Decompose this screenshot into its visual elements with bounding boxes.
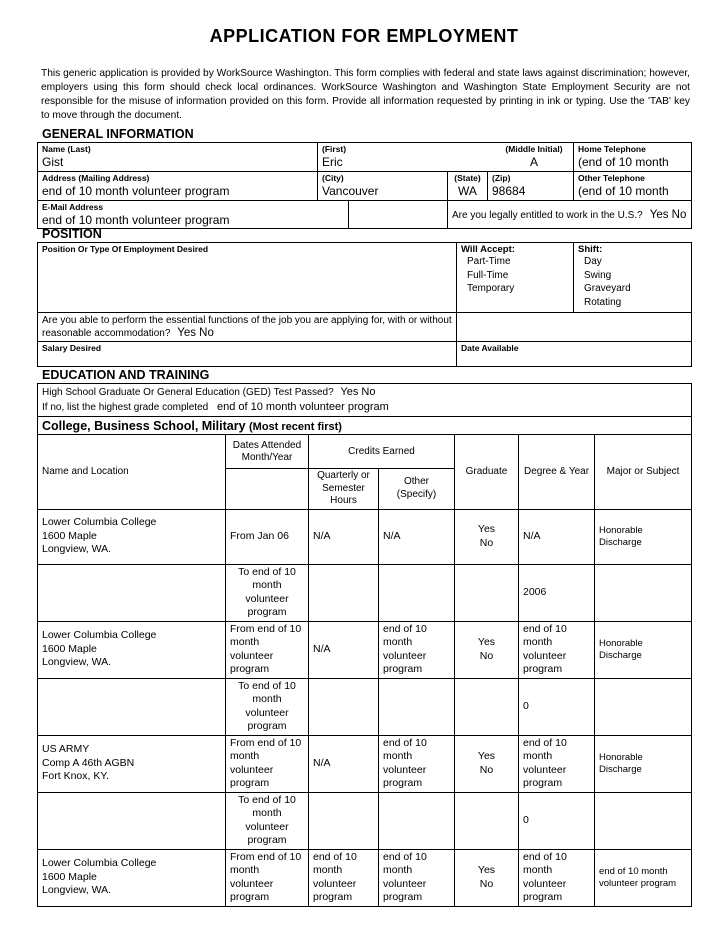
school-name-line: Longview, WA. xyxy=(42,884,112,897)
will-accept-option[interactable]: Full-Time xyxy=(467,269,509,281)
dates-to-cell[interactable]: To end of 10 month volunteer program xyxy=(226,792,309,849)
school-name-cell[interactable] xyxy=(38,849,226,906)
city-cell[interactable]: (City) Vancouver xyxy=(318,172,448,201)
school-name-blank[interactable] xyxy=(38,564,226,621)
graduate-option[interactable]: Yes xyxy=(477,636,496,648)
other-credits-cell[interactable]: end of 10 month volunteer program xyxy=(379,621,455,678)
other-blank[interactable] xyxy=(379,564,455,621)
name-first-field[interactable]: Eric xyxy=(322,155,343,169)
degree-cell[interactable]: end of 10 month volunteer program xyxy=(519,735,595,792)
school-name-cell[interactable] xyxy=(38,735,226,792)
degree-cell[interactable]: end of 10 month volunteer program xyxy=(519,621,595,678)
ged-question: High School Graduate Or General Education (GED) Test Passed? xyxy=(42,387,334,398)
email-divider xyxy=(348,201,349,228)
general-information-table xyxy=(37,142,692,229)
graduate-cell[interactable] xyxy=(455,735,519,792)
degree-year-cell[interactable]: 0 xyxy=(519,678,595,735)
major-cell[interactable]: Honorable Discharge xyxy=(595,509,692,564)
quarterly-hours-cell[interactable]: N/A xyxy=(309,509,379,564)
school-name-line: Longview, WA. xyxy=(42,656,112,669)
will-accept-options xyxy=(461,255,569,296)
position-table xyxy=(37,242,692,367)
other-telephone-cell[interactable]: Other Telephone (end of 10 month xyxy=(574,172,692,201)
dates-to-cell[interactable]: To end of 10 month volunteer program xyxy=(226,678,309,735)
ged-answer[interactable]: Yes No xyxy=(340,386,376,398)
major-blank[interactable] xyxy=(595,678,692,735)
col-major-header: Major or Subject xyxy=(595,435,692,510)
shift-options xyxy=(578,255,687,309)
zip-cell[interactable]: (Zip) 98684 xyxy=(488,172,574,201)
essential-functions-answer[interactable]: Yes No xyxy=(177,327,214,339)
school-name-line: 1600 Maple xyxy=(42,870,97,883)
graduate-option[interactable]: Yes xyxy=(477,750,496,762)
graduate-blank[interactable] xyxy=(455,564,519,621)
city-field[interactable]: Vancouver xyxy=(322,184,379,198)
shift-option[interactable]: Rotating xyxy=(584,296,622,308)
email-field[interactable]: end of 10 month volunteer program xyxy=(42,213,230,227)
school-name-line: Comp A 46th AGBN xyxy=(42,756,135,769)
dates-sub-blank xyxy=(226,469,309,510)
major-cell[interactable]: end of 10 month volunteer program xyxy=(595,849,692,906)
quarterly-blank[interactable] xyxy=(309,564,379,621)
college-heading-cell xyxy=(38,417,692,435)
school-name-line: 1600 Maple xyxy=(42,642,97,655)
graduate-cell[interactable] xyxy=(455,849,519,906)
grade-question: If no, list the highest grade completed xyxy=(42,402,209,413)
degree-year-cell[interactable]: 2006 xyxy=(519,564,595,621)
quarterly-hours-cell[interactable]: end of 10 month volunteer program xyxy=(309,849,379,906)
essential-functions-cell xyxy=(38,313,457,342)
dates-to-cell[interactable]: To end of 10 month volunteer program xyxy=(226,564,309,621)
graduate-option[interactable]: Yes xyxy=(477,523,496,535)
education-heading: EDUCATION AND TRAINING xyxy=(42,368,210,382)
dates-from-cell[interactable]: From end of 10 month volunteer program xyxy=(226,621,309,678)
grade-answer[interactable]: end of 10 month volunteer program xyxy=(217,401,389,413)
dates-from-cell[interactable]: From end of 10 month volunteer program xyxy=(226,735,309,792)
name-first-cell[interactable]: (First) Eric (Middle Initial) A xyxy=(318,143,574,172)
major-blank[interactable] xyxy=(595,564,692,621)
state-cell[interactable]: (State) WA xyxy=(448,172,488,201)
will-accept-cell: Will Accept: Part-Time Full-Time Temporary xyxy=(457,243,574,313)
other-credits-cell[interactable]: N/A xyxy=(379,509,455,564)
education-entry-row xyxy=(38,735,692,792)
position-heading: POSITION xyxy=(42,227,102,241)
intro-paragraph: This generic application is provided by WorkSource Washington. This form complies with federal and state laws against discrimination; however, employers using this form should check local ordinances. WorkSource Washington and Washington State Employment Security are not responsible for the misuse of information provided on this form. Provide all information requested by printing in ink or typing. Use the 'TAB' key to move through the document. xyxy=(41,68,690,121)
other-blank[interactable] xyxy=(379,678,455,735)
quarterly-blank[interactable] xyxy=(309,678,379,735)
name-last-cell[interactable]: Name (Last) Gist xyxy=(38,143,318,172)
school-name-blank[interactable] xyxy=(38,792,226,849)
education-to-row xyxy=(38,792,692,849)
shift-option[interactable]: Graveyard xyxy=(584,283,631,294)
education-entry-row xyxy=(38,509,692,564)
graduate-option[interactable]: Yes xyxy=(477,864,496,876)
legal-question-cell xyxy=(448,201,692,229)
state-field[interactable]: WA xyxy=(458,184,477,198)
school-name-blank[interactable] xyxy=(38,678,226,735)
dates-from-cell[interactable]: From Jan 06 xyxy=(226,509,309,564)
col-other-header: Other (Specify) xyxy=(379,469,455,510)
other-telephone-field[interactable]: (end of 10 month xyxy=(578,184,669,198)
blank-cell xyxy=(457,313,692,342)
dates-from-cell[interactable]: From end of 10 month volunteer program xyxy=(226,849,309,906)
graduate-cell[interactable] xyxy=(455,509,519,564)
date-available-cell[interactable]: Date Available xyxy=(457,342,692,367)
degree-cell[interactable]: N/A xyxy=(519,509,595,564)
school-name-cell[interactable] xyxy=(38,509,226,564)
position-desired-cell[interactable]: Position Or Type Of Employment Desired xyxy=(38,243,457,313)
col-credits-header: Credits Earned xyxy=(309,435,455,469)
will-accept-option[interactable]: Part-Time xyxy=(467,256,511,267)
major-blank[interactable] xyxy=(595,792,692,849)
email-cell[interactable]: E-Mail Address end of 10 month volunteer program xyxy=(38,201,448,229)
major-cell[interactable]: Honorable Discharge xyxy=(595,621,692,678)
col-dates-header: Dates Attended Month/Year xyxy=(226,435,309,469)
college-subheading: (Most recent first) xyxy=(249,420,342,433)
education-to-row xyxy=(38,678,692,735)
school-name-line: Longview, WA. xyxy=(42,543,112,556)
degree-year-cell[interactable]: 0 xyxy=(519,792,595,849)
other-credits-cell[interactable]: end of 10 month volunteer program xyxy=(379,735,455,792)
col-graduate-header: Graduate xyxy=(455,435,519,510)
shift-option[interactable]: Day xyxy=(584,256,602,267)
school-name-line: Fort Knox, KY. xyxy=(42,770,109,783)
graduate-option[interactable]: No xyxy=(479,536,494,549)
page-title: APPLICATION FOR EMPLOYMENT xyxy=(209,26,519,46)
education-table xyxy=(37,383,692,907)
home-telephone-field[interactable]: (end of 10 month xyxy=(578,155,669,169)
school-name-line: 1600 Maple xyxy=(42,529,97,542)
middle-initial-block: (Middle Initial) A xyxy=(494,144,574,169)
quarterly-hours-cell[interactable]: N/A xyxy=(309,621,379,678)
graduate-option[interactable]: No xyxy=(479,763,494,776)
other-blank[interactable] xyxy=(379,792,455,849)
graduate-blank[interactable] xyxy=(455,792,519,849)
essential-functions-question: Are you able to perform the essential functions of the job you are applying for, with or without reasonable accommodation? xyxy=(42,315,452,339)
home-telephone-cell[interactable]: Home Telephone (end of 10 month xyxy=(574,143,692,172)
shift-option[interactable]: Swing xyxy=(584,269,612,281)
address-cell[interactable]: Address (Mailing Address) end of 10 month volunteer program xyxy=(38,172,318,201)
zip-field[interactable]: 98684 xyxy=(492,184,526,198)
ged-cell xyxy=(38,384,692,417)
legal-answer[interactable]: Yes No xyxy=(649,208,687,221)
salary-desired-cell[interactable]: Salary Desired xyxy=(38,342,457,367)
education-rows xyxy=(38,509,692,906)
school-name-line: Lower Columbia College xyxy=(42,516,157,529)
quarterly-blank[interactable] xyxy=(309,792,379,849)
col-name-header: Name and Location xyxy=(38,435,226,510)
major-cell[interactable]: Honorable Discharge xyxy=(595,735,692,792)
other-credits-cell[interactable]: end of 10 month volunteer program xyxy=(379,849,455,906)
school-name-line: US ARMY xyxy=(42,743,90,756)
name-last-field[interactable]: Gist xyxy=(42,155,64,169)
quarterly-hours-cell[interactable]: N/A xyxy=(309,735,379,792)
school-name-cell[interactable] xyxy=(38,621,226,678)
school-name-line: Lower Columbia College xyxy=(42,629,157,642)
will-accept-option[interactable]: Temporary xyxy=(467,283,515,294)
shift-cell: Shift: Day Swing Graveyard Rotating xyxy=(574,243,692,313)
college-heading: College, Business School, Military xyxy=(42,418,246,433)
graduate-option[interactable]: No xyxy=(479,649,494,662)
col-degree-header: Degree & Year xyxy=(519,435,595,510)
middle-initial-field[interactable]: A xyxy=(529,155,538,169)
graduate-cell[interactable] xyxy=(455,621,519,678)
school-name-line: Lower Columbia College xyxy=(42,857,157,870)
col-quarterly-header: Quarterly or Semester Hours xyxy=(309,469,379,510)
graduate-blank[interactable] xyxy=(455,678,519,735)
legal-question: Are you legally entitled to work in the U.S.? xyxy=(452,209,643,221)
education-entry-row xyxy=(38,849,692,906)
education-entry-row xyxy=(38,621,692,678)
degree-cell[interactable]: end of 10 month volunteer program xyxy=(519,849,595,906)
general-information-heading: GENERAL INFORMATION xyxy=(42,127,194,141)
education-to-row xyxy=(38,564,692,621)
graduate-option[interactable]: No xyxy=(479,877,494,890)
address-field[interactable]: end of 10 month volunteer program xyxy=(42,184,230,198)
